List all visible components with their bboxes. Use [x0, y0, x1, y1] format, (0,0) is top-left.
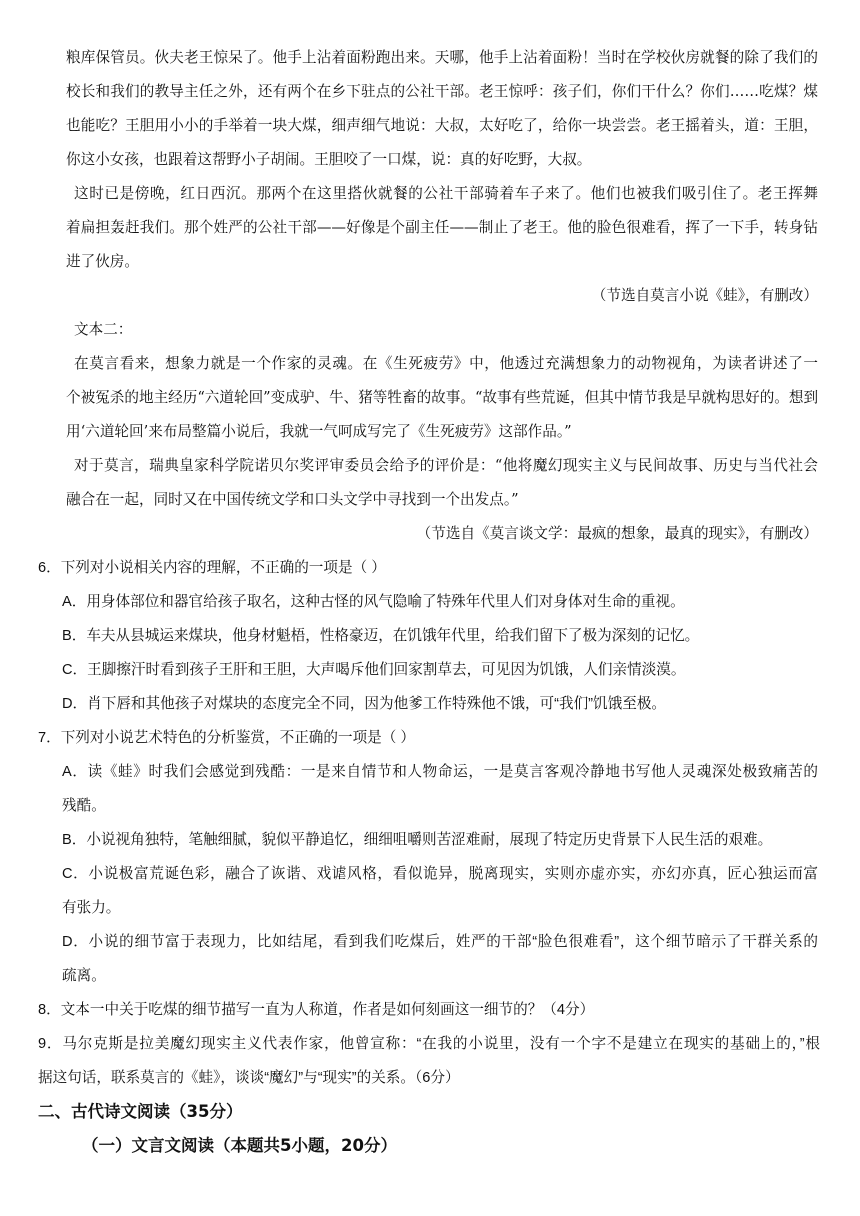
- text1-para2-line: 着扁担轰赶我们。那个姓严的公社干部——好像是个副主任——制止了老王。他的脸色很难看，挥了一下手，转身钻: [66, 219, 818, 236]
- text2-source: （节选自《莫言谈文学：最疯的想象，最真的现实》，有删改）: [416, 525, 818, 542]
- q7-option-a: A．读《蛙》时我们会感觉到残酷：一是来自情节和人物命运，一是莫言客观冷静地书写他人灵魂深处极致痛苦的: [62, 764, 818, 780]
- q8-stem: 8．文本一中关于吃煤的细节描写一直为人称道，作者是如何刻画这一细节的？（4分）: [38, 1002, 595, 1018]
- q6-option-d: D．肖下唇和其他孩子对煤块的态度完全不同，因为他爹工作特殊他不饿，可“我们”饥饿至极。: [62, 696, 667, 712]
- q9-stem-cont: 据这句话，联系莫言的《蛙》，谈谈“魔幻”与“现实”的关系。（6分）: [38, 1070, 460, 1086]
- text2-para1-line: 个被冤杀的地主经历“六道轮回”变成驴、牛、猪等牲畜的故事。“故事有些荒诞，但其中情节我是早就构思好的。想到: [66, 389, 818, 406]
- text2-para2-line: 融合在一起，同时又在中国传统文学和口头文学中寻找到一个出发点。”: [66, 491, 519, 508]
- q7-option-a-cont: 残酷。: [62, 798, 106, 814]
- q7-option-d: D．小说的细节富于表现力，比如结尾，看到我们吃煤后，姓严的干部“脸色很难看”，这个细节暗示了干群关系的: [62, 934, 818, 950]
- q9-stem: 9．马尔克斯是拉美魔幻现实主义代表作家，他曾宣称：“在我的小说里，没有一个字不是建立在现实的基础上的，”根: [38, 1036, 820, 1052]
- text2-para1-line: 在莫言看来，想象力就是一个作家的灵魂。在《生死疲劳》中，他透过充满想象力的动物视角，为读者讲述了一: [74, 355, 818, 372]
- q6-option-a: A．用身体部位和器官给孩子取名，这种古怪的风气隐喻了特殊年代里人们对身体对生命的重视。: [62, 594, 685, 610]
- text1-para2-line: 这时已是傍晚，红日西沉。那两个在这里搭伙就餐的公社干部骑着车子来了。他们也被我们吸引住了。老王挥舞: [74, 185, 818, 202]
- text1-source: （节选自莫言小说《蛙》，有删改）: [591, 287, 818, 304]
- q7-option-d-cont: 疏离。: [62, 968, 106, 984]
- text1-line: 也能吃？王胆用小小的手举着一块大煤，细声细气地说：大叔，太好吃了，给你一块尝尝。老王摇着头，道：王胆，: [66, 117, 818, 134]
- section-heading: 二、古代诗文阅读（35分）: [38, 1102, 243, 1121]
- text1-line: 校长和我们的教导主任之外，还有两个在乡下驻点的公社干部。老王惊呼：孩子们，你们干什么？你们……吃煤？煤: [66, 83, 818, 100]
- text2-heading: 文本二：: [74, 321, 133, 338]
- text2-para2-line: 对于莫言，瑞典皇家科学院诺贝尔奖评审委员会给予的评价是：“他将魔幻现实主义与民间故事、历史与当代社会: [74, 457, 818, 474]
- q7-stem: 7．下列对小说艺术特色的分析鉴赏，不正确的一项是（ ）: [38, 730, 416, 746]
- text1-line: 粮库保管员。伙夫老王惊呆了。他手上沾着面粉跑出来。天哪，他手上沾着面粉！当时在学校伙房就餐的除了我们的: [66, 49, 818, 66]
- q7-option-c: C．小说极富荒诞色彩，融合了诙谐、戏谑风格，看似诡异，脱离现实，实则亦虚亦实，亦幻亦真，匠心独运而富: [62, 866, 818, 882]
- subsection-heading: （一）文言文阅读（本题共5小题，20分）: [82, 1136, 397, 1155]
- text2-para1-line: 用‘六道轮回’来布局整篇小说后，我就一气呵成写完了《生死疲劳》这部作品。”: [66, 423, 572, 440]
- q6-option-c: C．王脚擦汗时看到孩子王肝和王胆，大声喝斥他们回家割草去，可见因为饥饿，人们亲情淡漠。: [62, 662, 686, 678]
- q6-stem: 6．下列对小说相关内容的理解，不正确的一项是（ ）: [38, 560, 386, 576]
- text1-line: 你这小女孩，也跟着这帮野小子胡闹。王胆咬了一口煤，说：真的好吃野，大叔。: [66, 151, 592, 168]
- q7-option-c-cont: 有张力。: [62, 900, 121, 916]
- q7-option-b: B．小说视角独特，笔触细腻，貌似平静追忆，细细咀嚼则苦涩难耐，展现了特定历史背景下人民生活的艰难。: [62, 832, 773, 848]
- q6-option-b: B．车夫从县城运来煤块，他身材魁梧，性格豪迈，在饥饿年代里，给我们留下了极为深刻的记忆。: [62, 628, 700, 644]
- text1-para2-line: 进了伙房。: [66, 253, 139, 270]
